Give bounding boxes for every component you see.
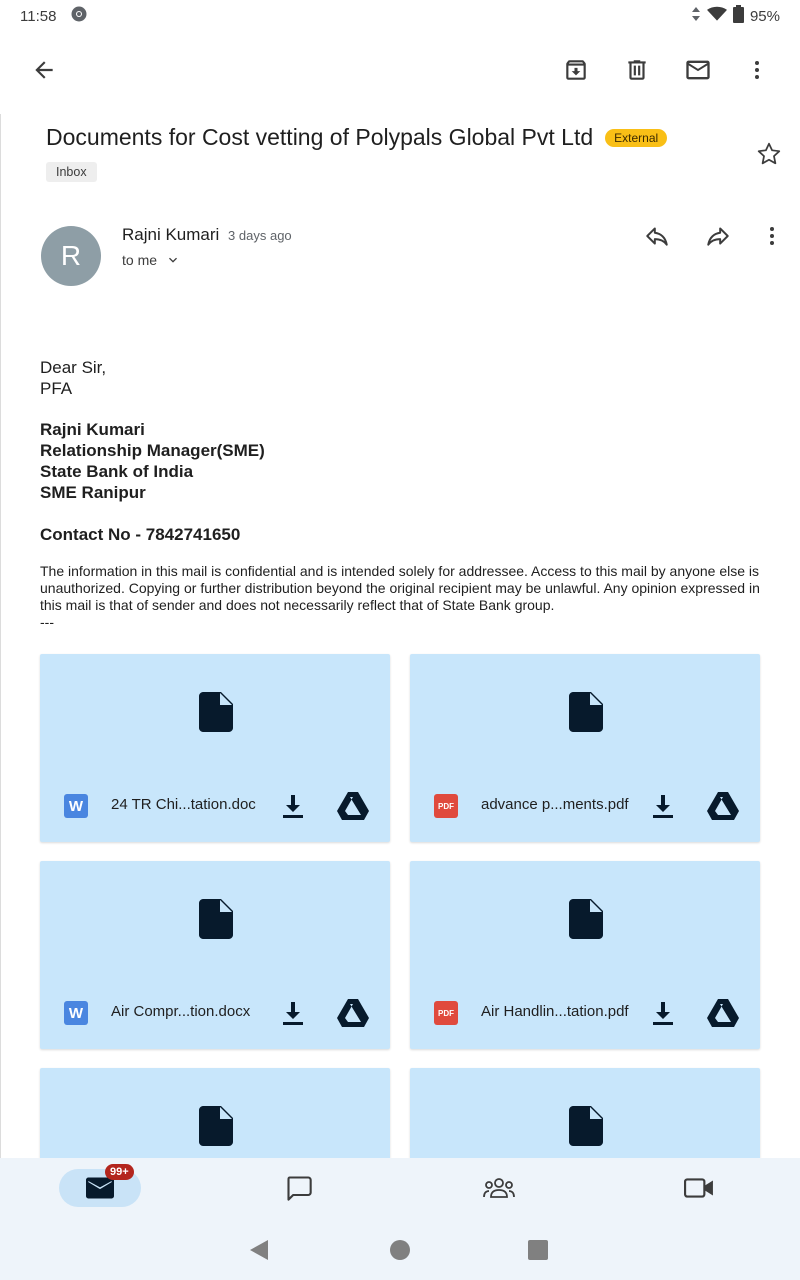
signature-line: State Bank of India: [40, 462, 194, 481]
attachment-card[interactable]: [40, 1068, 390, 1158]
nav-meet[interactable]: [679, 1169, 719, 1207]
arrow-back-icon: [31, 57, 57, 83]
video-camera-icon: [684, 1176, 714, 1200]
download-icon: [652, 795, 674, 819]
reply-button[interactable]: [640, 219, 674, 253]
drive-icon: [337, 792, 369, 820]
chrome-icon: [70, 5, 88, 27]
attachment-name: 24 TR Chi...tation.doc: [111, 796, 256, 813]
more-options-button[interactable]: [737, 50, 777, 90]
drive-icon: [707, 999, 739, 1027]
sender-name: Rajni Kumari: [122, 225, 220, 244]
nav-chat[interactable]: [279, 1169, 319, 1207]
download-icon: [282, 795, 304, 819]
bottom-navigation: [0, 1158, 800, 1218]
group-icon: [483, 1175, 515, 1201]
nav-spaces[interactable]: [479, 1169, 519, 1207]
attachment-card[interactable]: [410, 861, 760, 1049]
top-app-bar: [0, 40, 800, 100]
file-icon: [199, 692, 233, 732]
file-icon: [569, 1106, 603, 1146]
file-icon: [569, 899, 603, 939]
mail-icon: [684, 56, 712, 84]
circle-home-icon: [389, 1239, 411, 1261]
email-disclaimer: [40, 563, 770, 631]
email-greeting: [40, 357, 770, 399]
download-button[interactable]: [278, 792, 308, 822]
email-subject: Documents for Cost vetting of Polypals Global Pvt Ltd: [46, 124, 594, 150]
save-to-drive-button[interactable]: [336, 790, 370, 822]
recipient-details-toggle[interactable]: [122, 252, 181, 268]
external-badge: External: [605, 129, 667, 147]
signature-line: Rajni Kumari: [40, 420, 145, 439]
greeting-line: PFA: [40, 379, 73, 398]
signature-line: Relationship Manager(SME): [40, 441, 265, 460]
attachment-card[interactable]: [410, 654, 760, 842]
download-button[interactable]: [648, 999, 678, 1029]
message-more-button[interactable]: [755, 219, 789, 253]
drive-icon: [337, 999, 369, 1027]
battery-icon: [733, 5, 744, 27]
archive-icon: [563, 57, 589, 83]
more-vert-icon: [745, 58, 769, 82]
content-border: [0, 114, 1, 1164]
attachment-name: advance p...ments.pdf: [481, 796, 629, 813]
disclaimer-text: The information in this mail is confidential and is intended solely for addressee. Access to this mail by anyone else is unauthorized. Copying or further distribution beyond the original recipient may be unlawful. Any opinion expressed in this mail is that of sender and does not necessarily reflect that of State Bank group.: [40, 563, 760, 613]
word-file-icon: W: [64, 794, 88, 818]
triangle-back-icon: [248, 1239, 270, 1261]
reply-icon: [644, 223, 670, 249]
download-icon: [652, 1002, 674, 1026]
download-button[interactable]: [278, 999, 308, 1029]
more-vert-icon: [760, 224, 784, 248]
forward-button[interactable]: [701, 219, 735, 253]
nav-mail[interactable]: [59, 1166, 141, 1207]
data-arrows-icon: [691, 6, 701, 26]
contact-number: Contact No - 7842741650: [40, 525, 241, 544]
email-signature: [40, 419, 770, 503]
sender-line: [122, 225, 292, 245]
file-icon: [569, 692, 603, 732]
wifi-icon: [707, 6, 727, 26]
download-button[interactable]: [648, 792, 678, 822]
save-to-drive-button[interactable]: [706, 997, 740, 1029]
chevron-down-icon: [165, 252, 181, 268]
status-time: 11:58: [20, 7, 57, 25]
email-subject-row: [46, 124, 746, 151]
file-icon: [199, 1106, 233, 1146]
battery-level: 95%: [749, 7, 780, 25]
attachment-card[interactable]: [40, 654, 390, 842]
unread-count-badge: 99+: [105, 1164, 134, 1180]
inbox-label[interactable]: Inbox: [46, 162, 97, 182]
save-to-drive-button[interactable]: [336, 997, 370, 1029]
download-icon: [282, 1002, 304, 1026]
drive-icon: [707, 792, 739, 820]
file-icon: [199, 899, 233, 939]
archive-button[interactable]: [556, 50, 596, 90]
pdf-file-icon: PDF: [434, 794, 458, 818]
trash-icon: [624, 57, 650, 83]
attachment-card[interactable]: [410, 1068, 760, 1158]
forward-icon: [705, 223, 731, 249]
sent-time: 3 days ago: [228, 228, 292, 243]
attachment-name: Air Handlin...tation.pdf: [481, 1003, 629, 1020]
star-button[interactable]: [754, 139, 784, 169]
star-icon: [756, 141, 782, 167]
system-home-button[interactable]: [388, 1238, 412, 1262]
pdf-file-icon: PDF: [434, 1001, 458, 1025]
delete-button[interactable]: [617, 50, 657, 90]
greeting-line: Dear Sir,: [40, 358, 107, 377]
recipient-label: to me: [122, 252, 158, 268]
sender-avatar[interactable]: R: [41, 226, 101, 286]
attachment-card[interactable]: [40, 861, 390, 1049]
separator-text: ---: [40, 614, 54, 630]
system-recents-button[interactable]: [526, 1238, 550, 1262]
save-to-drive-button[interactable]: [706, 790, 740, 822]
signature-line: SME Ranipur: [40, 483, 146, 502]
status-bar: [0, 0, 800, 32]
back-button[interactable]: [24, 50, 64, 90]
word-file-icon: W: [64, 1001, 88, 1025]
square-recents-icon: [527, 1239, 549, 1261]
system-back-button[interactable]: [247, 1238, 271, 1262]
mark-unread-button[interactable]: [678, 50, 718, 90]
attachment-name: Air Compr...tion.docx: [111, 1003, 251, 1020]
system-navigation-bar: [0, 1218, 800, 1280]
chat-icon: [285, 1174, 313, 1202]
